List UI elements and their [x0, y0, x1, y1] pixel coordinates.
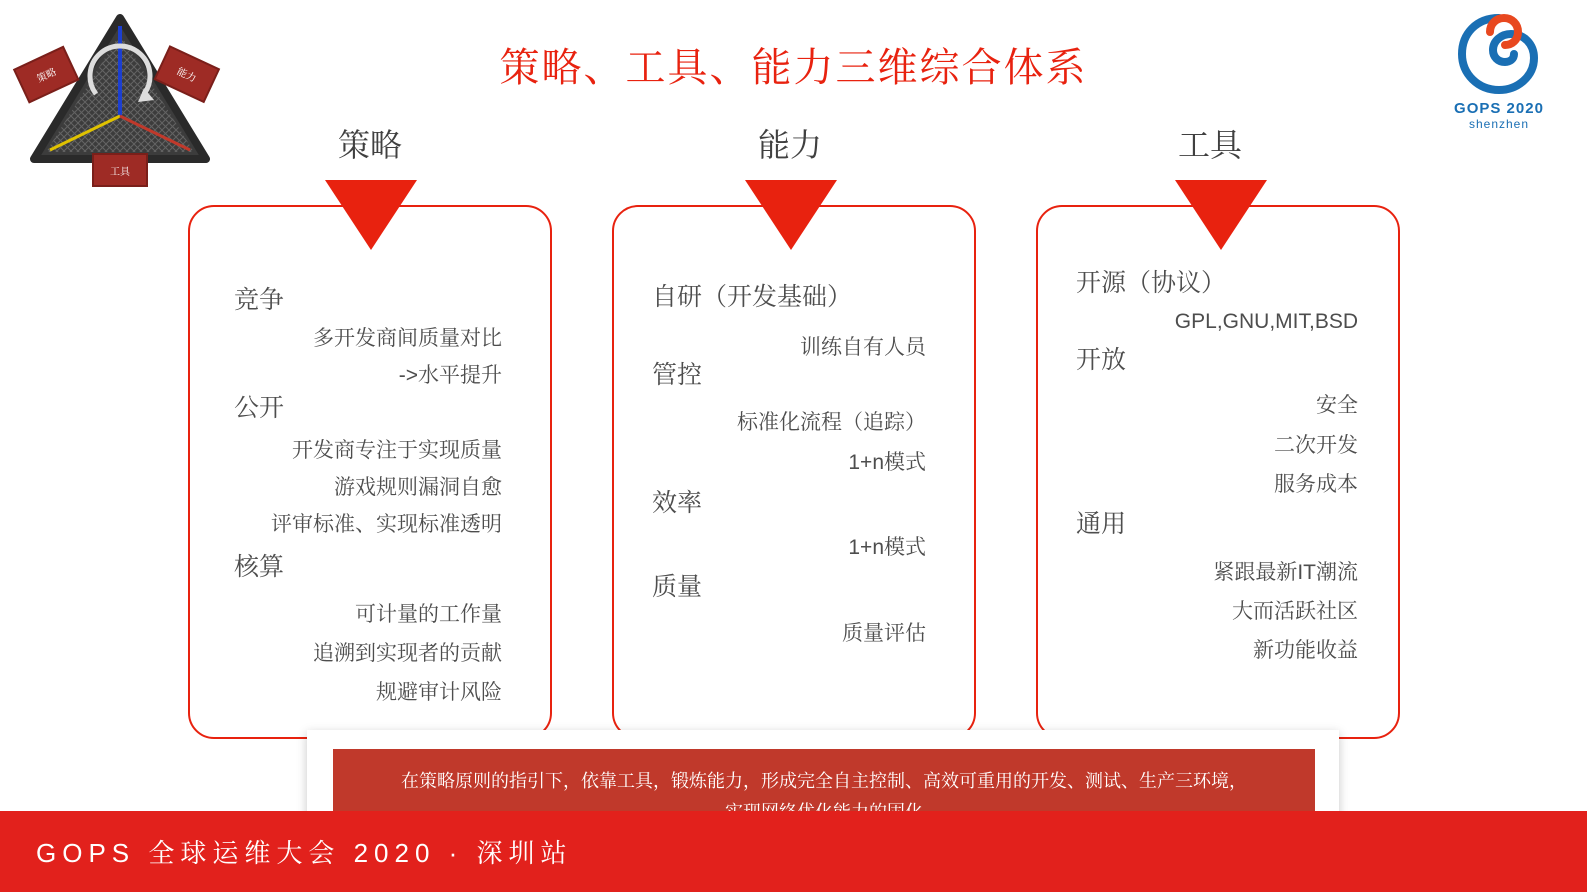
list-item: 规避审计风险: [376, 681, 502, 704]
svg-text:策略: 策略: [35, 66, 59, 86]
gops-logo-text: GOPS 2020: [1454, 100, 1544, 117]
column-header-strategy: 策略: [337, 127, 402, 163]
list-item: 安全: [1316, 394, 1358, 417]
panel-strategy: [188, 205, 552, 739]
list-item: 训练自有人员: [800, 336, 926, 359]
column-header-tools: 工具: [1177, 127, 1242, 163]
list-item: 1+n模式: [848, 536, 926, 559]
list-item: 多开发商间质量对比: [313, 327, 502, 350]
list-item: GPL,GNU,MIT,BSD: [1174, 310, 1358, 333]
column-header-capability: 能力: [757, 127, 822, 163]
list-item: 评审标准、实现标准透明: [271, 513, 502, 536]
category-label: 质量: [652, 573, 703, 601]
list-item: 大而活跃社区: [1232, 600, 1358, 623]
summary-line-1: 在策略原则的指引下，依靠工具，锻炼能力，形成完全自主控制、高效可重用的开发、测试、生产三环境，: [401, 770, 1247, 791]
category-label: 核算: [234, 553, 285, 581]
list-item: ->水平提升: [398, 364, 502, 387]
page-title: 策略、工具、能力三维综合体系: [499, 46, 1088, 90]
footer-text: GOPS 全球运维大会 2020 · 深圳站: [36, 838, 573, 868]
category-label: 自研（开发基础）: [652, 283, 853, 311]
panel-tools: [1036, 205, 1400, 739]
gops-logo: [1439, 12, 1559, 142]
list-item: 1+n模式: [848, 451, 926, 474]
category-label: 管控: [652, 361, 703, 389]
list-item: 二次开发: [1274, 434, 1358, 457]
list-item: 游戏规则漏洞自愈: [334, 476, 502, 499]
category-label: 开放: [1076, 346, 1127, 374]
footer-bar: [0, 811, 1587, 892]
gops-swirl-icon: [1456, 12, 1542, 98]
list-item: 质量评估: [842, 622, 926, 645]
category-label: 公开: [234, 394, 285, 422]
category-label: 效率: [652, 489, 703, 517]
gops-logo-subtext: shenzhen: [1468, 117, 1530, 131]
list-item: 新功能收益: [1253, 639, 1358, 662]
list-item: 服务成本: [1274, 473, 1358, 496]
list-item: 开发商专注于实现质量: [292, 439, 502, 462]
svg-text:能力: 能力: [174, 66, 198, 85]
list-item: 可计量的工作量: [355, 603, 502, 626]
category-label: 开源（协议）: [1076, 269, 1227, 297]
list-item: 追溯到实现者的贡献: [313, 642, 502, 665]
panel-capability: [612, 205, 976, 739]
list-item: 紧跟最新IT潮流: [1213, 561, 1358, 584]
svg-text:工具: 工具: [110, 167, 130, 178]
category-label: 通用: [1076, 510, 1127, 538]
category-label: 竞争: [234, 286, 285, 314]
triangle-diagram-graphic: [8, 4, 223, 194]
list-item: 标准化流程（追踪）: [737, 411, 926, 434]
